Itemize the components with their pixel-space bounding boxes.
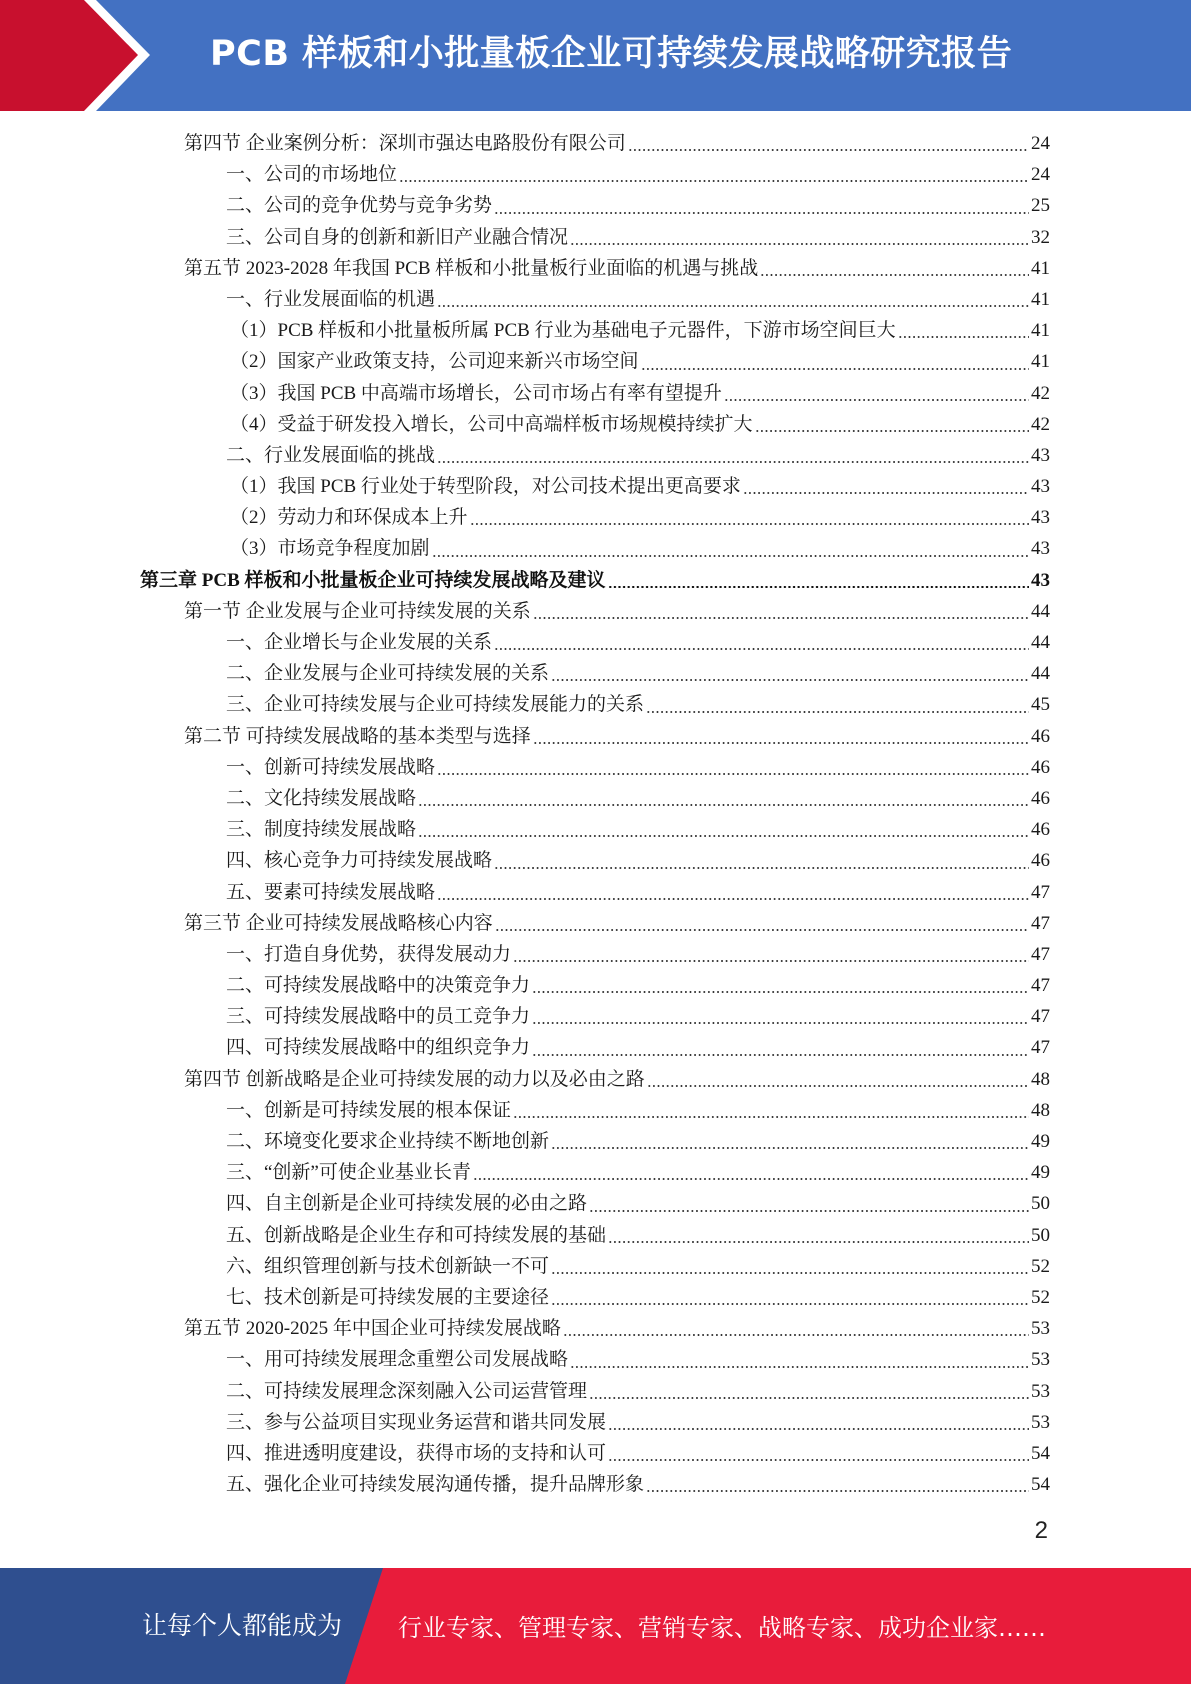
toc-subsection-row[interactable] [140,440,1050,471]
toc-entry-label: （1）PCB 样板和小批量板所属 PCB 行业为基础电子元器件，下游市场空间巨大 [230,320,896,342]
toc-page-number: 32 [1031,226,1050,248]
toc-entry-label: （2）国家产业政策支持，公司迎来新兴市场空间 [230,351,639,373]
toc-subsection-row[interactable] [140,1438,1050,1469]
toc-dot-leader [898,336,1029,338]
toc-dot-leader [589,1397,1029,1399]
toc-dot-leader [647,1085,1029,1087]
toc-section-row[interactable] [140,1064,1050,1095]
toc-dot-leader [473,1178,1029,1180]
toc-entry-label: 二、环境变化要求企业持续不断地创新 [226,1131,550,1152]
toc-dot-leader [570,243,1029,245]
toc-page-number: 49 [1031,1162,1050,1184]
toc-entry-label: 四、自主创新是企业可持续发展的必由之路 [226,1193,588,1215]
toc-entry-label: 二、公司的竞争优势与竞争劣势 [226,195,493,217]
toc-entry-label: 三、参与公益项目实现业务运营和谐共同发展 [226,1411,607,1433]
toc-subsection-row[interactable] [140,1469,1050,1500]
toc-subsection-row[interactable] [140,346,1050,377]
toc-dot-leader [495,929,1029,931]
toc-dot-leader [513,960,1029,962]
toc-entry-label: 一、创新是可持续发展的根本保证 [226,1099,512,1121]
toc-dot-leader [628,149,1029,151]
toc-page-number: 48 [1031,1068,1050,1090]
toc-page-number: 54 [1031,1474,1050,1496]
toc-entry-label: 一、行业发展面临的机遇 [226,288,436,310]
toc-page-number: 46 [1031,819,1050,841]
toc-dot-leader [608,1459,1029,1461]
toc-entry-label: 三、企业可持续发展与企业可持续发展能力的关系 [226,694,645,716]
table-of-contents [140,128,1050,1500]
toc-page-number: 42 [1031,382,1050,404]
toc-page-number: 53 [1031,1411,1050,1433]
toc-subsection-row[interactable] [140,658,1050,689]
toc-page-number: 42 [1031,413,1050,435]
toc-dot-leader [589,1210,1029,1212]
toc-dot-leader [418,835,1029,837]
toc-page-number: 47 [1031,943,1050,965]
toc-entry-label: 七、技术创新是可持续发展的主要途径 [226,1286,550,1308]
toc-subsection-row[interactable] [140,159,1050,190]
toc-subsection-row[interactable] [140,222,1050,253]
toc-page-number: 46 [1031,850,1050,872]
toc-dot-leader [532,1054,1029,1056]
toc-subsection-row[interactable] [140,284,1050,315]
page-number: 2 [1034,1517,1048,1544]
toc-subsection-row[interactable] [140,378,1050,409]
toc-dot-leader [760,274,1029,276]
toc-section-row[interactable] [140,596,1050,627]
toc-page-number: 54 [1031,1442,1050,1464]
toc-subsection-row[interactable] [140,783,1050,814]
toc-entry-label: 二、行业发展面临的挑战 [226,444,436,466]
toc-page-number: 50 [1031,1224,1050,1246]
toc-subsection-row[interactable] [140,1126,1050,1157]
toc-section-row[interactable] [140,1313,1050,1344]
toc-dot-leader [494,867,1029,869]
toc-subsection-row[interactable] [140,1001,1050,1032]
toc-page-number: 47 [1031,881,1050,903]
toc-entry-label: 三、可持续发展战略中的员工竞争力 [226,1006,531,1028]
toc-subsection-row[interactable] [140,689,1050,720]
toc-page-number: 49 [1031,1131,1050,1152]
toc-page-number: 47 [1031,975,1050,997]
toc-dot-leader [533,617,1029,619]
toc-dot-leader [532,991,1029,993]
toc-subsection-row[interactable] [140,502,1050,533]
toc-entry-label: 一、公司的市场地位 [226,164,398,186]
toc-entry-label: 三、制度持续发展战略 [226,819,417,841]
toc-dot-leader [743,492,1029,494]
toc-subsection-row[interactable] [140,1095,1050,1126]
toc-page-number: 43 [1031,444,1050,466]
toc-subsection-row[interactable] [140,471,1050,502]
toc-dot-leader [432,555,1029,557]
toc-subsection-row[interactable] [140,190,1050,221]
toc-entry-label: 第五节 2023-2028 年我国 PCB 样板和小批量板行业面临的机遇与挑战 [184,257,759,279]
toc-entry-label: 第二节 可持续发展战略的基本类型与选择 [184,725,531,747]
toc-section-row[interactable] [140,908,1050,939]
toc-entry-label: 一、用可持续发展理念重塑公司发展战略 [226,1349,569,1371]
toc-dot-leader [437,305,1029,307]
toc-dot-leader [563,1334,1029,1336]
toc-dot-leader [551,1147,1029,1149]
toc-entry-label: 第四节 创新战略是企业可持续发展的动力以及必由之路 [184,1068,645,1090]
toc-subsection-row[interactable] [140,939,1050,970]
toc-subsection-row[interactable] [140,1407,1050,1438]
toc-entry-label: 三、“创新”可使企业基业长青 [226,1162,471,1184]
toc-entry-label: （3）我国 PCB 中高端市场增长，公司市场占有率有望提升 [230,382,722,404]
toc-dot-leader [494,648,1029,650]
toc-dot-leader [570,1366,1029,1368]
toc-page-number: 41 [1031,257,1050,279]
toc-subsection-row[interactable] [140,1376,1050,1407]
toc-page-number: 46 [1031,725,1050,747]
toc-dot-leader [437,461,1029,463]
toc-entry-label: （1）我国 PCB 行业处于转型阶段，对公司技术提出更高要求 [230,476,741,498]
toc-entry-label: 一、创新可持续发展战略 [226,756,436,778]
toc-page-number: 53 [1031,1318,1050,1340]
toc-entry-label: 二、可持续发展战略中的决策竞争力 [226,975,531,997]
toc-entry-label: 五、创新战略是企业生存和可持续发展的基础 [226,1224,607,1246]
toc-page-number: 47 [1031,1006,1050,1028]
toc-entry-label: 第五节 2020-2025 年中国企业可持续发展战略 [184,1318,561,1340]
toc-subsection-row[interactable] [140,1344,1050,1375]
toc-subsection-row[interactable] [140,1251,1050,1282]
toc-entry-label: 四、可持续发展战略中的组织竞争力 [226,1037,531,1059]
toc-entry-label: 第三章 PCB 样板和小批量板企业可持续发展战略及建议 [140,569,606,591]
toc-subsection-row[interactable] [140,970,1050,1001]
toc-subsection-row[interactable] [140,627,1050,658]
toc-dot-leader [551,1303,1029,1305]
toc-entry-label: 五、要素可持续发展战略 [226,881,436,903]
toc-subsection-row[interactable] [140,877,1050,908]
toc-page-number: 25 [1031,195,1050,217]
toc-dot-leader [608,1428,1029,1430]
toc-page-number: 45 [1031,694,1050,716]
toc-dot-leader [646,1490,1029,1492]
toc-dot-leader [437,773,1029,775]
toc-subsection-row[interactable] [140,1220,1050,1251]
toc-dot-leader [608,586,1029,588]
toc-page-number: 53 [1031,1349,1050,1371]
toc-page-number: 24 [1031,164,1050,186]
toc-page-number: 43 [1031,476,1050,498]
toc-page-number: 48 [1031,1099,1050,1121]
footer-slogan-right: 行业专家、管理专家、营销专家、战略专家、成功企业家…… [398,1614,1046,1642]
toc-dot-leader [437,898,1029,900]
toc-subsection-row[interactable] [140,533,1050,564]
toc-entry-label: 二、企业发展与企业可持续发展的关系 [226,663,550,685]
toc-subsection-row[interactable] [140,1282,1050,1313]
toc-dot-leader [646,711,1029,713]
toc-entry-label: 第四节 企业案例分析：深圳市强达电路股份有限公司 [184,133,626,154]
toc-dot-leader [494,212,1029,214]
toc-chapter-row[interactable] [140,565,1050,596]
toc-dot-leader [608,1241,1029,1243]
toc-page-number: 47 [1031,912,1050,934]
toc-page-number: 43 [1031,569,1050,591]
toc-entry-label: 二、文化持续发展战略 [226,787,417,809]
toc-section-row[interactable] [140,253,1050,284]
toc-subsection-row[interactable] [140,1188,1050,1219]
toc-section-row[interactable] [140,128,1050,159]
toc-page-number: 46 [1031,787,1050,809]
toc-subsection-row[interactable] [140,845,1050,876]
toc-entry-label: 二、可持续发展理念深刻融入公司运营管理 [226,1380,588,1402]
toc-page-number: 47 [1031,1037,1050,1059]
toc-dot-leader [755,430,1029,432]
toc-dot-leader [470,523,1029,525]
toc-page-number: 50 [1031,1193,1050,1215]
toc-dot-leader [399,180,1029,182]
toc-subsection-row[interactable] [140,814,1050,845]
report-header [0,0,1191,111]
toc-dot-leader [724,399,1029,401]
toc-dot-leader [532,1022,1029,1024]
toc-page-number: 43 [1031,538,1050,560]
toc-page-number: 53 [1031,1380,1050,1402]
toc-page-number: 41 [1031,288,1050,310]
toc-page-number: 43 [1031,507,1050,529]
toc-page-number: 52 [1031,1286,1050,1308]
toc-entry-label: 四、推进透明度建设，获得市场的支持和认可 [226,1442,607,1464]
toc-subsection-row[interactable] [140,1157,1050,1188]
toc-subsection-row[interactable] [140,752,1050,783]
toc-page-number: 41 [1031,351,1050,373]
toc-entry-label: 一、打造自身优势，获得发展动力 [226,943,512,965]
report-footer [0,1568,1191,1684]
toc-entry-label: 第三节 企业可持续发展战略核心内容 [184,912,493,934]
toc-page-number: 41 [1031,320,1050,342]
toc-entry-label: 三、公司自身的创新和新旧产业融合情况 [226,226,569,248]
toc-page-number: 44 [1031,663,1050,685]
toc-entry-label: 一、企业增长与企业发展的关系 [226,632,493,653]
toc-subsection-row[interactable] [140,1032,1050,1063]
footer-slogan-left: 让每个人都能成为 [142,1611,343,1640]
toc-dot-leader [533,742,1029,744]
toc-entry-label: 第一节 企业发展与企业可持续发展的关系 [184,600,531,622]
toc-entry-label: （3）市场竞争程度加剧 [230,538,430,560]
toc-page-number: 24 [1031,133,1050,154]
toc-entry-label: 六、组织管理创新与技术创新缺一不可 [226,1255,550,1277]
toc-subsection-row[interactable] [140,315,1050,346]
toc-page-number: 44 [1031,600,1050,622]
toc-dot-leader [551,679,1029,681]
toc-subsection-row[interactable] [140,409,1050,440]
toc-page-number: 44 [1031,632,1050,653]
toc-page-number: 46 [1031,756,1050,778]
toc-dot-leader [418,804,1029,806]
toc-section-row[interactable] [140,721,1050,752]
toc-entry-label: （4）受益于研发投入增长，公司中高端样板市场规模持续扩大 [230,413,753,435]
toc-dot-leader [513,1116,1029,1118]
report-title: PCB 样板和小批量板企业可持续发展战略研究报告 [210,34,1013,74]
toc-entry-label: （2）劳动力和环保成本上升 [230,507,468,529]
toc-entry-label: 五、强化企业可持续发展沟通传播，提升品牌形象 [226,1474,645,1496]
toc-entry-label: 四、核心竞争力可持续发展战略 [226,850,493,872]
toc-dot-leader [641,368,1029,370]
toc-page-number: 52 [1031,1255,1050,1277]
toc-dot-leader [551,1272,1029,1274]
